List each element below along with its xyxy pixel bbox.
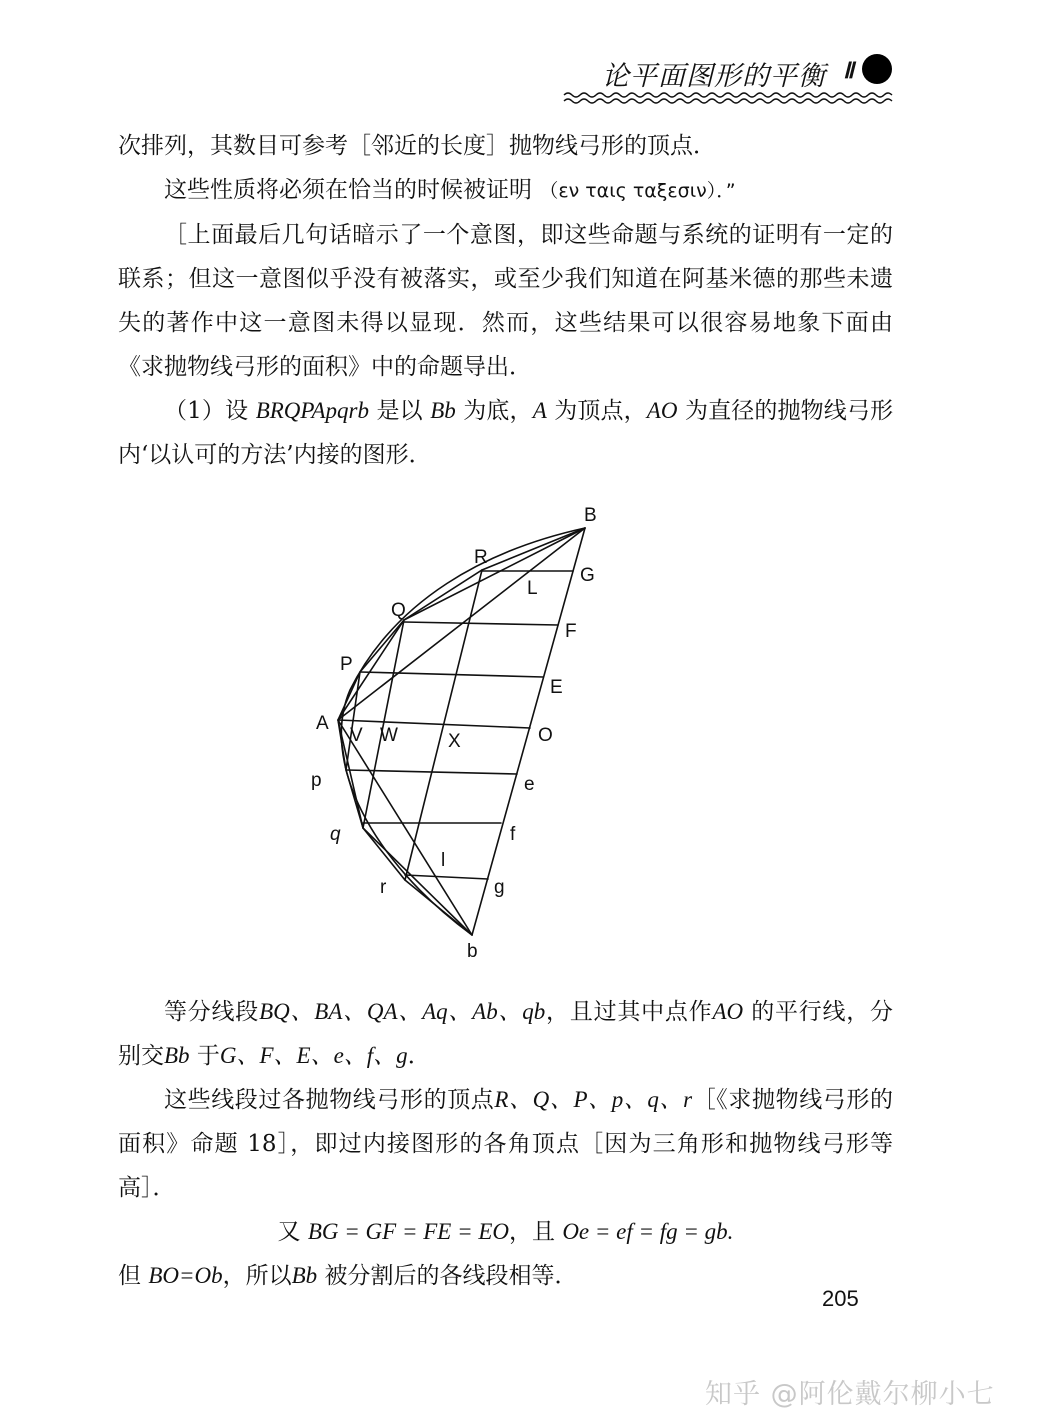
- lower-text-block: [118, 990, 893, 1298]
- p7-equation-2: Oe = ef = fg = gb.: [562, 1219, 734, 1244]
- paragraph-3: ［上面最后几句话暗示了一个意图，即这些命题与系统的证明有一定的联系；但这一意图似乎没有被落实，或至少我们知道在阿基米德的那些未遗失的著作中这一意图未得以显现．然而，这些结果可以很容易地象下面由《求抛物线弓形的面积》中的命题导出．: [118, 222, 893, 380]
- p4-text-c: 为底，: [463, 398, 533, 424]
- p5-ao: AO: [712, 999, 744, 1024]
- p6-points: R、Q、P、p、q、r: [494, 1087, 693, 1112]
- label-F: F: [565, 621, 577, 642]
- running-header: [560, 48, 896, 104]
- label-W: W: [380, 725, 398, 746]
- upper-text-block: [118, 124, 893, 477]
- p6-text-a: 这些线段过各抛物线弓形的顶点: [164, 1087, 495, 1113]
- paragraph-2-text: 这些性质将必须在恰当的时候被证明: [164, 177, 532, 203]
- paragraph-7: [118, 1210, 893, 1254]
- p5-points: G、F、E、e、f、g: [219, 1043, 408, 1068]
- p4-text-a: （1）设: [164, 398, 249, 424]
- p4-text-e: 为直径的抛物线弓形内‘以认可的方法’内接的图形．: [118, 398, 894, 468]
- p5-text-b: ，且过其中点作: [545, 999, 713, 1025]
- label-p: p: [311, 770, 322, 791]
- label-P: P: [340, 654, 353, 675]
- header-bullet-icon: [862, 54, 892, 84]
- chord-BA: [338, 528, 585, 720]
- label-g: g: [494, 877, 505, 898]
- label-E: E: [550, 677, 563, 698]
- label-O: O: [538, 725, 553, 746]
- p7-text-b: ，且: [509, 1219, 555, 1245]
- p5-bb: Bb: [164, 1043, 190, 1068]
- chord-Ab: [338, 720, 472, 935]
- p5-text-a: 等分线段: [164, 999, 260, 1025]
- header-wavy-rule: [560, 90, 896, 104]
- paragraph-8: [118, 1254, 893, 1298]
- p4-text-b: 是以: [376, 398, 423, 424]
- line-AO: [338, 720, 530, 728]
- label-q: q: [330, 824, 341, 845]
- p4-figure-name: BRQPApqrb: [255, 398, 369, 423]
- line-E: [360, 672, 543, 677]
- p5-text-e: ．: [407, 1043, 431, 1069]
- label-R: R: [474, 547, 488, 568]
- label-b: b: [467, 941, 478, 962]
- p4-vertex: A: [532, 398, 547, 423]
- greek-phrase: （εν ταις ταξεσιν）．”: [539, 180, 736, 202]
- p7-equation-1: BG = GF = FE = EO: [307, 1219, 509, 1244]
- paragraph-4: [118, 389, 893, 477]
- label-Q: Q: [391, 600, 406, 621]
- p4-diameter: AO: [646, 398, 678, 423]
- p8-text-a: 但: [118, 1263, 141, 1289]
- header-roman-numeral: Ⅱ: [843, 58, 854, 83]
- p6-text-b: ［《求抛物线弓形的面积》命题 18］，即过内接图形的各角顶点［因为三角形和抛物线弓形等高］．: [118, 1087, 894, 1201]
- label-r: r: [380, 877, 387, 898]
- parabolic-segment-figure: [300, 495, 620, 970]
- p4-base: Bb: [430, 398, 456, 423]
- page-number: 205: [822, 1286, 859, 1311]
- paragraph-6: [118, 1078, 893, 1210]
- label-B: B: [584, 505, 597, 526]
- line-F: [404, 622, 558, 625]
- header-title: 论平面图形的平衡: [602, 61, 826, 92]
- p5-text-c: 的平行线，分别交: [118, 999, 894, 1069]
- p8-text-c: 被分割后的各线段相等．: [324, 1263, 578, 1289]
- p8-bb: Bb: [291, 1263, 318, 1288]
- paragraph-2: [118, 168, 893, 213]
- paragraph-1: 次排列，其数目可参考［邻近的长度］抛物线弓形的顶点．: [118, 133, 716, 159]
- p8-text-b: ，所以: [222, 1263, 292, 1289]
- paragraph-5: [118, 990, 893, 1078]
- label-L: L: [527, 578, 538, 599]
- label-f: f: [510, 824, 516, 845]
- watermark: 知乎 @阿伦戴尔柳小七: [705, 1379, 995, 1410]
- label-X: X: [448, 731, 461, 752]
- p5-text-d: 于: [196, 1043, 220, 1069]
- p7-text-a: 又: [277, 1219, 301, 1245]
- label-V: V: [350, 725, 363, 746]
- p4-text-d: 为顶点，: [554, 398, 647, 424]
- p5-segments: BQ、BA、QA、Aq、Ab、qb: [259, 999, 546, 1024]
- label-e: e: [524, 774, 535, 795]
- chord-BQ: [404, 528, 585, 620]
- line-g: [405, 875, 488, 879]
- label-A: A: [316, 713, 329, 734]
- p8-equation: BO=Ob: [148, 1263, 223, 1288]
- label-l: l: [441, 850, 446, 871]
- label-G: G: [580, 565, 595, 586]
